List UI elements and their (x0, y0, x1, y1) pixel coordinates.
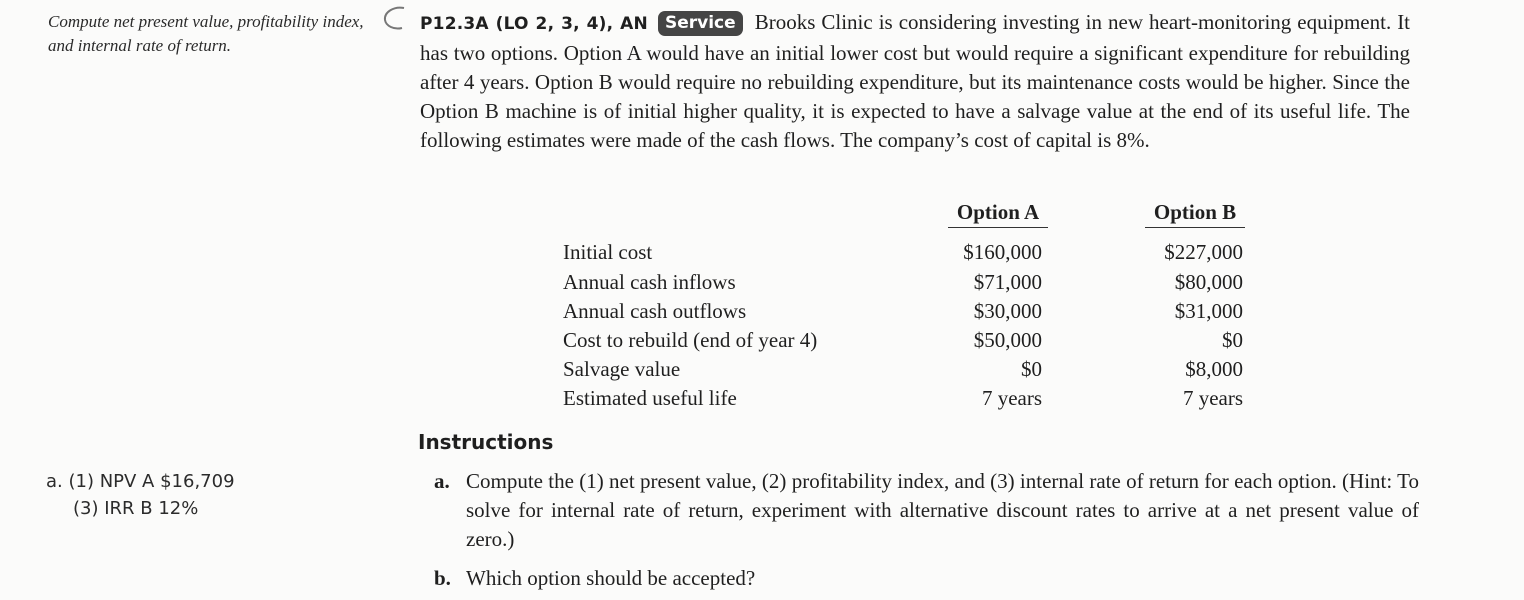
instruction-b (434, 564, 1419, 593)
row-label: Estimated useful life (563, 386, 737, 410)
problem-text: Brooks Clinic is considering investing in new heart-monitoring equipment. It has two options. Option A would have an initial lower cost but would require a significant expenditure for rebuilding after 4 years. Option B would require no rebuilding expenditure, but its maintenance costs would be higher. Since the Option B machine is of initial higher quality, it is expected to have a salvage value at the end of its useful life. The following estimates were made of the cash flows. The company’s cost of capital is 8%. (420, 10, 1411, 152)
table-row (563, 299, 746, 324)
option-b-value: $31,000 (1174, 299, 1243, 323)
service-badge: Service (658, 11, 743, 36)
problem-statement (420, 8, 1410, 155)
instruction-a-letter: a. (434, 469, 450, 493)
option-b-value: $227,000 (1164, 240, 1243, 264)
option-a-value: $160,000 (963, 240, 1042, 264)
instruction-b-letter: b. (434, 566, 451, 590)
option-a-value: 7 years (981, 386, 1042, 410)
table-row (563, 328, 817, 353)
check-answers (46, 468, 235, 522)
option-a-value: $50,000 (973, 328, 1042, 352)
margin-objective-note: Compute net present value, profitability index, and internal rate of return. (48, 12, 364, 55)
instructions-heading: Instructions (418, 430, 554, 454)
answer-npv: a. (1) NPV A $16,709 (46, 471, 235, 492)
option-b-value: $0 (1222, 328, 1243, 352)
option-b-value: 7 years (1182, 386, 1243, 410)
option-b-value: $80,000 (1174, 270, 1243, 294)
option-a-value: $71,000 (973, 270, 1042, 294)
answer-irr: (3) IRR B 12% (73, 498, 199, 519)
option-a-value: $0 (1021, 357, 1042, 381)
option-b-value: $8,000 (1185, 357, 1243, 381)
row-label: Salvage value (563, 357, 681, 381)
pen-circle-mark (380, 4, 408, 32)
header-option-b: Option B (1145, 200, 1245, 228)
instruction-b-text: Which option should be accepted? (466, 566, 756, 590)
row-label: Annual cash inflows (563, 270, 736, 294)
table-row (563, 270, 736, 295)
row-label: Cost to rebuild (end of year 4) (563, 328, 818, 352)
table-row (563, 357, 680, 382)
row-label: Initial cost (563, 240, 653, 264)
instruction-a (434, 467, 1419, 554)
option-a-value: $30,000 (973, 299, 1042, 323)
table-row (563, 386, 737, 411)
table-row (563, 240, 652, 265)
row-label: Annual cash outflows (563, 299, 747, 323)
instruction-a-text: Compute the (1) net present value, (2) profitability index, and (3) internal rate of return for each option. (Hint: To solve for internal rate of return, experiment with alternative discount rates to arrive at a net present value of zero.) (466, 469, 1419, 551)
header-option-a: Option A (948, 200, 1048, 228)
problem-id: P12.3A (LO 2, 3, 4), AN (420, 14, 648, 34)
